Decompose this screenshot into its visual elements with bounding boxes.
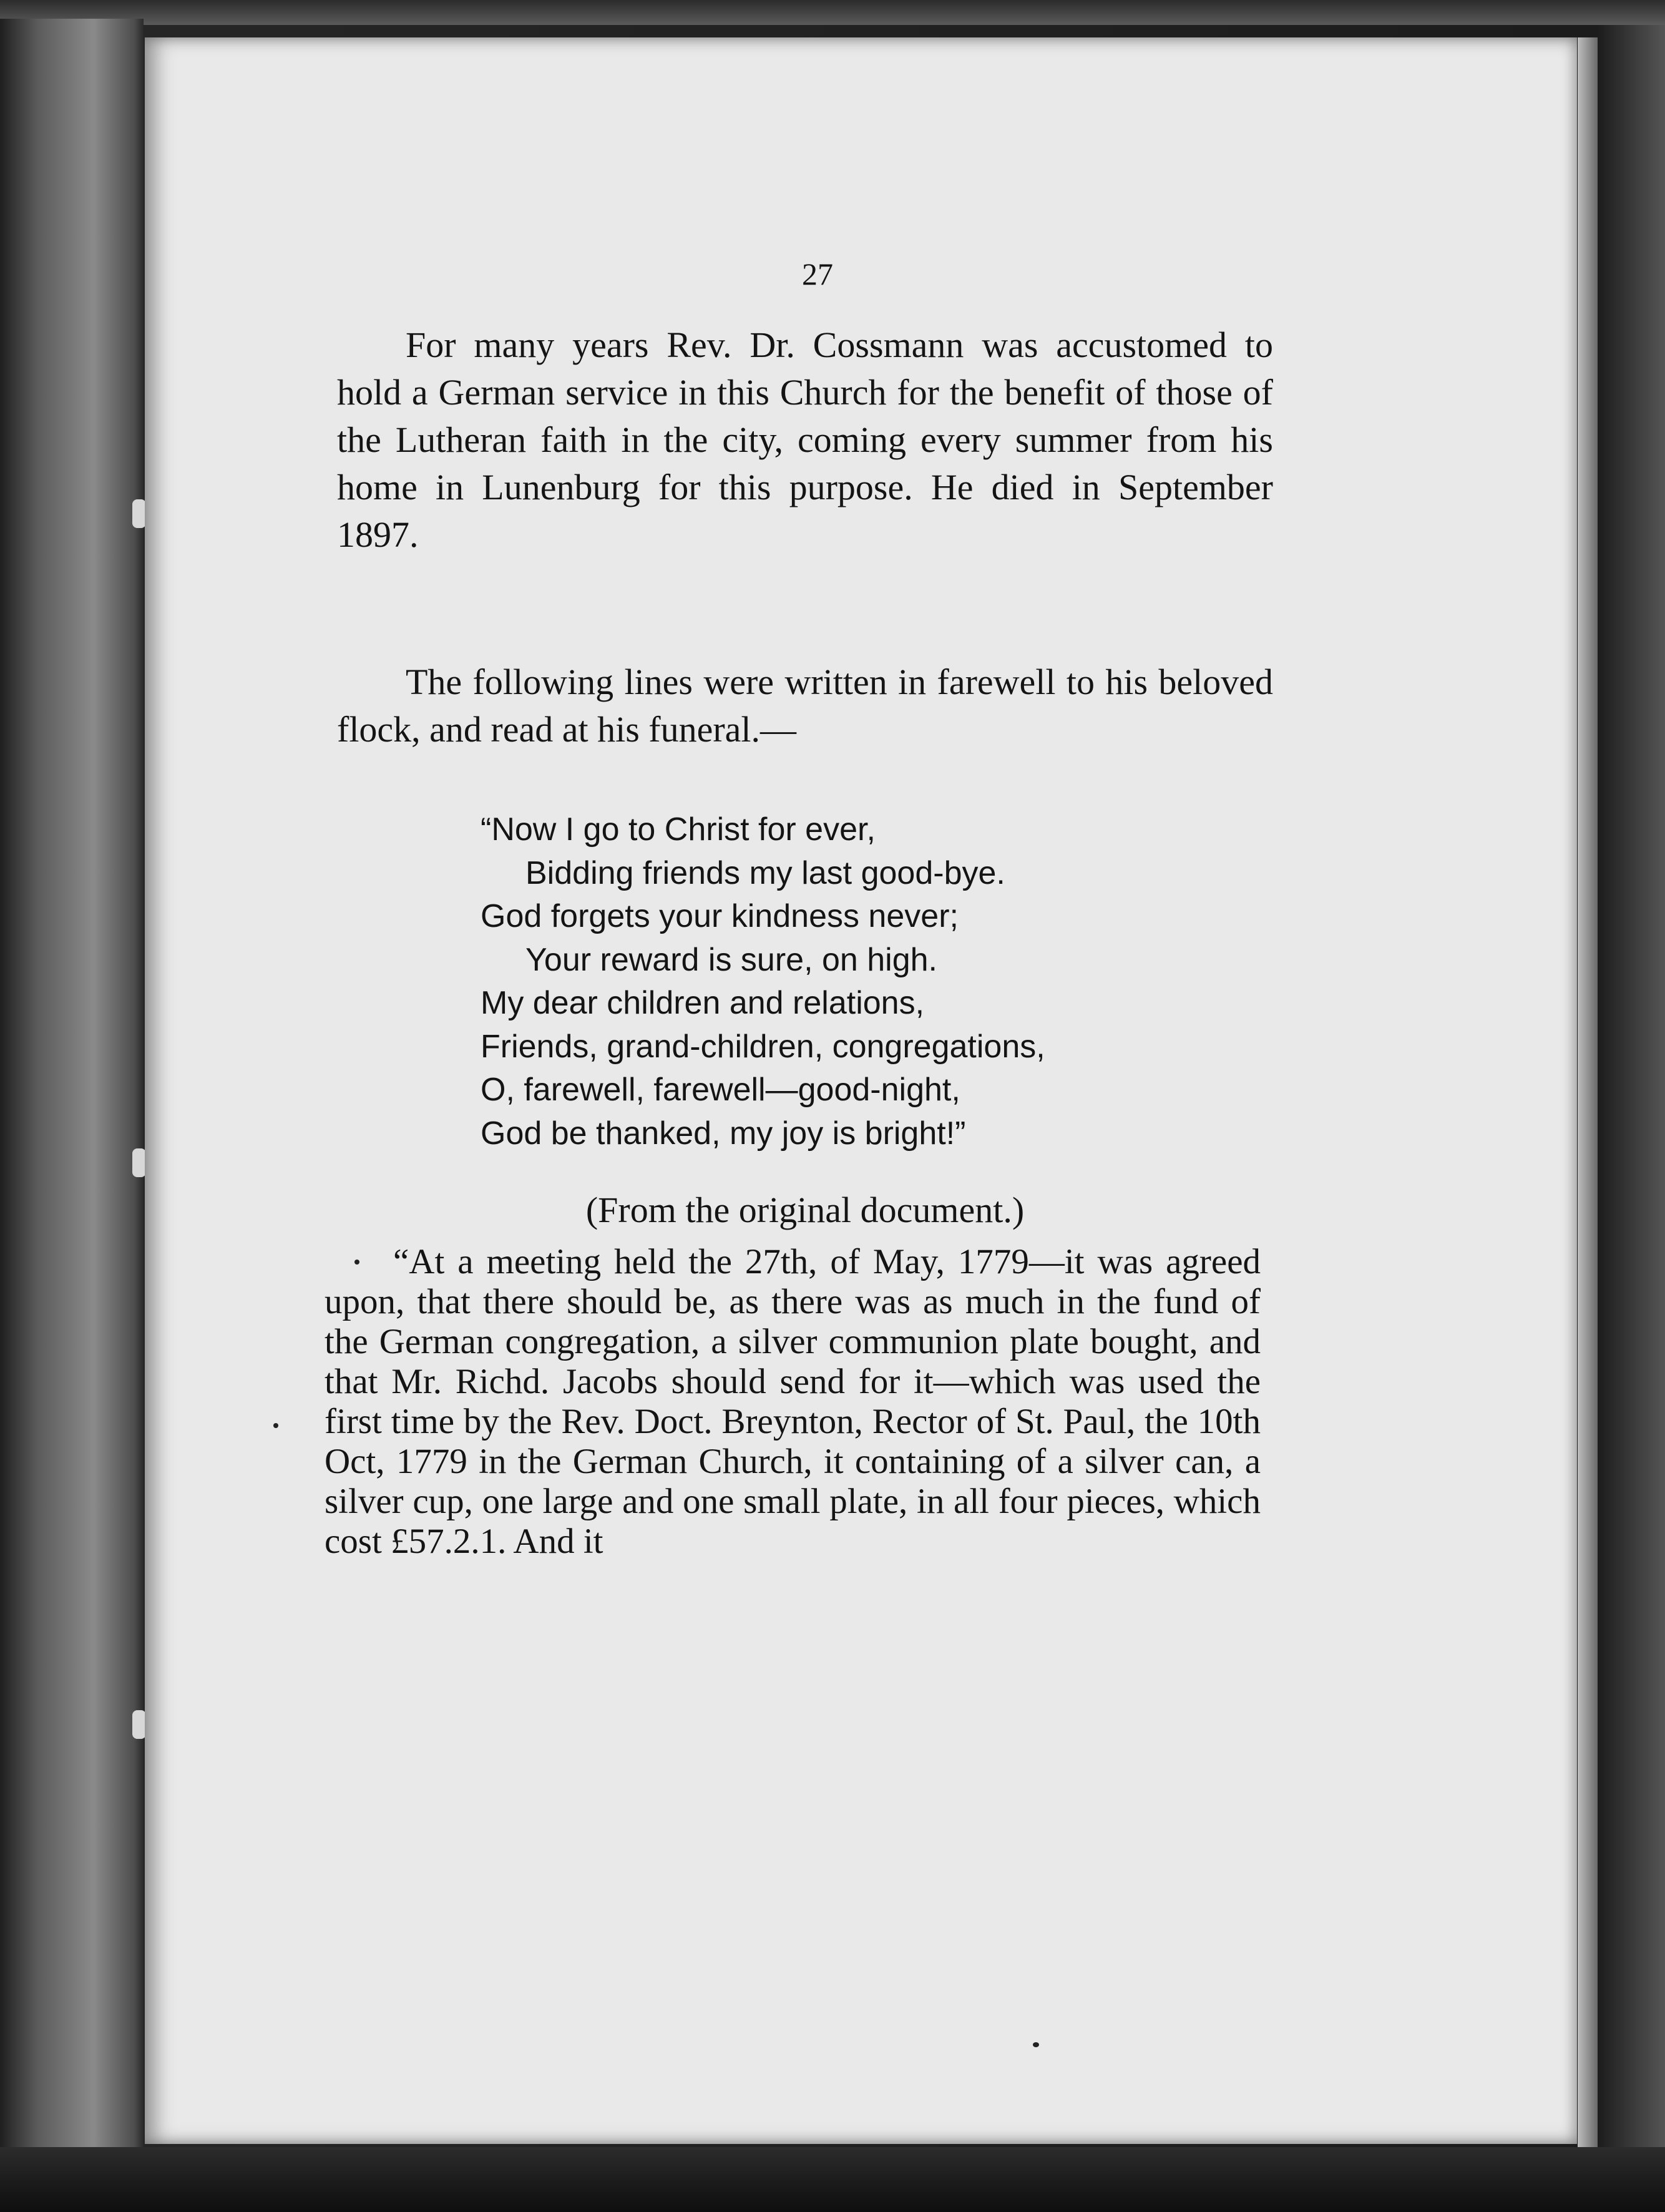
- quote-text: “At a meeting held the 27th, of May, 1779—it was agreed upon, that there should be, as there was as much in the fund of the German congregation, a silver communion plate bought, and that Mr. Richd. Jacobs should send for it—which was used the first time by the Rev. Doct. Breynton, Rector of St. Paul, the 10th Oct, 1779 in the German Church, it containing of a silver can, a silver cup, one large and one small plate, in all four pieces, which cost £57.2.1. And it: [325, 1242, 1261, 1561]
- book-binding: [0, 19, 144, 2147]
- poem-line: Bidding friends my last good-bye.: [525, 854, 1005, 891]
- paragraph-text: The following lines were written in farewell to his beloved flock, and read at his funeral.—: [337, 662, 1273, 750]
- poem-line: O, farewell, farewell—good-night,: [481, 1072, 960, 1108]
- paragraph-cossmann: [337, 321, 1273, 559]
- binding-stitch: [132, 1148, 146, 1177]
- binding-stitch: [132, 1710, 146, 1739]
- poem-line: God forgets your kindness never;: [481, 898, 959, 934]
- page-edge: [1578, 37, 1598, 2147]
- poem-line: Your reward is sure, on high.: [525, 941, 938, 978]
- poem-line: “Now I go to Christ for ever,: [481, 811, 876, 848]
- poem-line: God be thanked, my joy is bright!”: [481, 1115, 966, 1152]
- scan-speck: [273, 1423, 278, 1428]
- paragraph-farewell-intro: [337, 658, 1273, 753]
- scan-speck: [354, 1260, 359, 1265]
- poem-line: My dear children and relations,: [481, 985, 925, 1021]
- page-number: 27: [802, 257, 833, 291]
- paragraph-text: For many years Rev. Dr. Cossmann was accustomed to hold a German service in this Church for the benefit of those of the Lutheran faith in the city, coming every summer from his home in Lunenburg for this purpose. He died in September 1897.: [337, 325, 1273, 555]
- scan-speck: [1033, 2042, 1039, 2047]
- document-quote: [325, 1242, 1261, 1562]
- farewell-poem: [481, 808, 1229, 1155]
- document-caption: (From the original document.): [585, 1190, 1025, 1230]
- scan-top-edge: [0, 0, 1665, 25]
- binding-stitch: [132, 499, 146, 528]
- poem-line: Friends, grand-children, congregations,: [481, 1028, 1045, 1065]
- scan-bottom-edge: [0, 2147, 1665, 2212]
